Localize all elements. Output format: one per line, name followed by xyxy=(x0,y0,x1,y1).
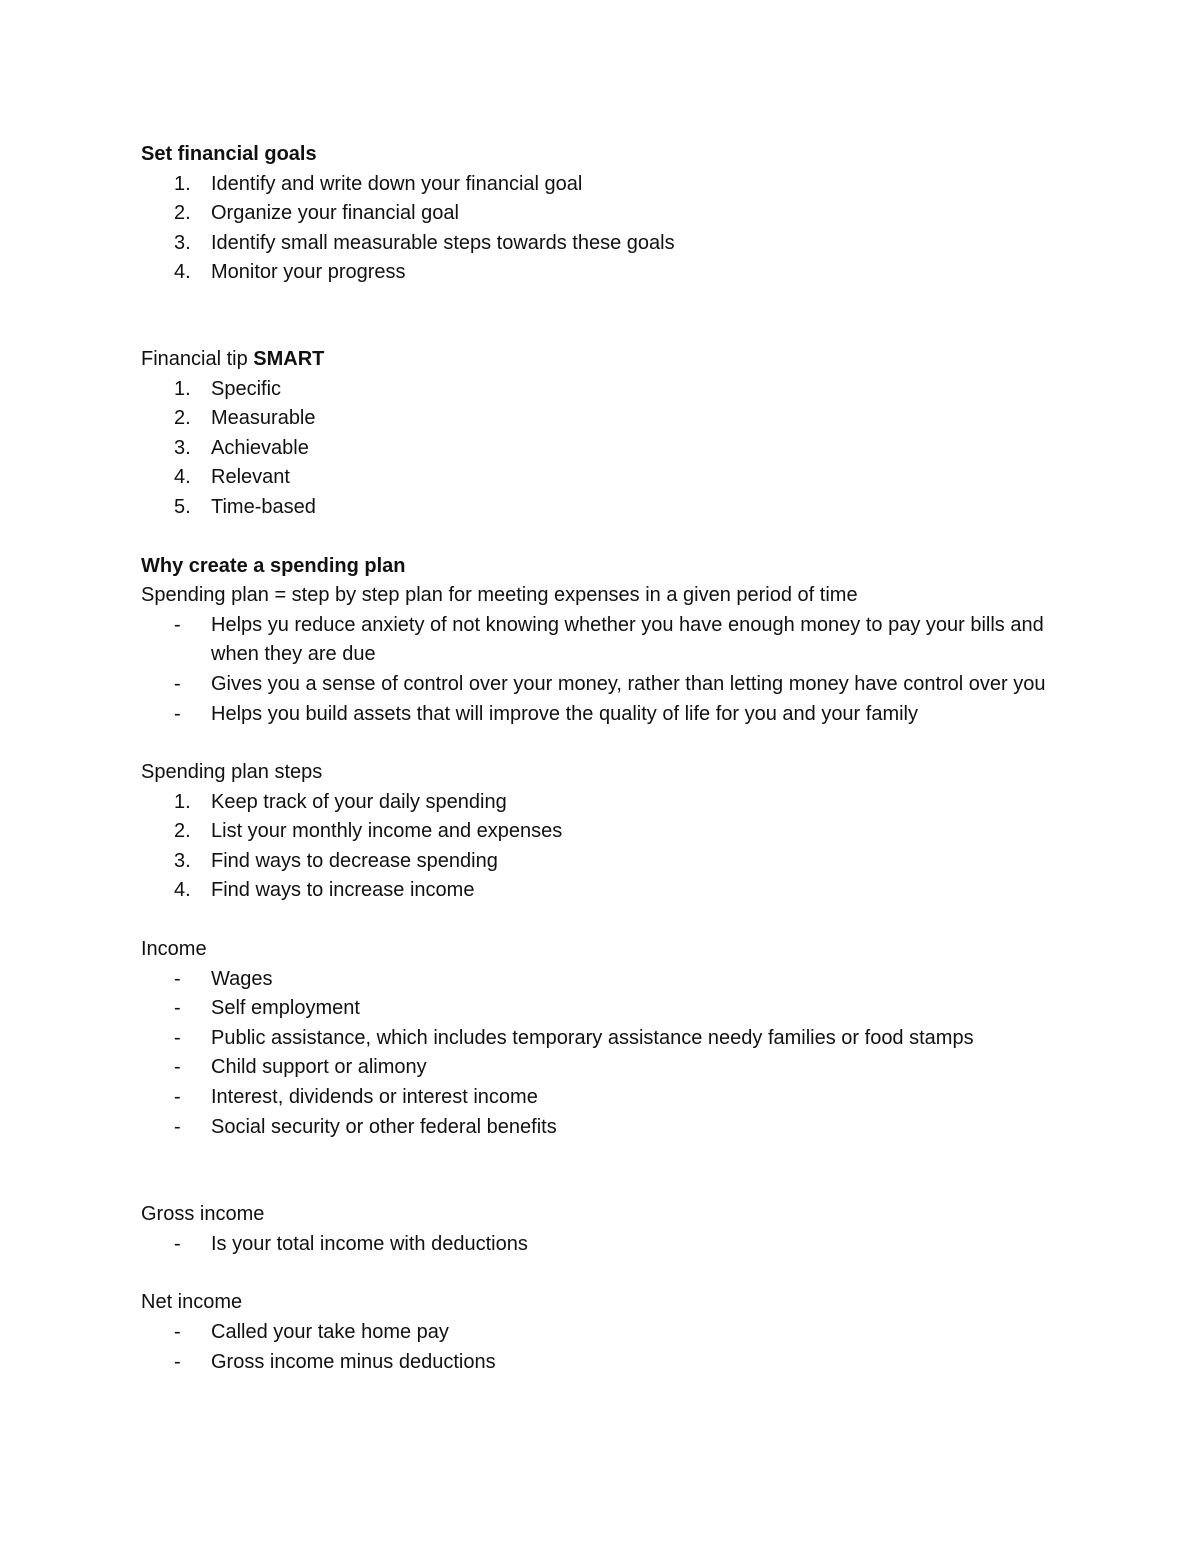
dash-bullet: - xyxy=(174,1232,181,1255)
list-item: - Public assistance, which includes temporary assistance needy families or food stamps xyxy=(141,1024,1071,1054)
list-number: 3. xyxy=(174,231,191,254)
list-item: - Gives you a sense of control over your money, rather than letting money have control over you xyxy=(141,670,1071,700)
list-number: 2. xyxy=(174,202,191,225)
list-item: - Child support or alimony xyxy=(141,1053,1071,1083)
why-list xyxy=(141,611,1071,729)
net-income-heading: Net income xyxy=(141,1291,243,1314)
list-item: - Interest, dividends or interest income xyxy=(141,1083,1071,1113)
dash-bullet: - xyxy=(174,1115,181,1138)
goals-list xyxy=(141,170,1071,288)
list-item: 5. Time-based xyxy=(141,493,1071,523)
income-heading: Income xyxy=(141,938,207,961)
list-item: - Gross income minus deductions xyxy=(141,1348,1071,1378)
dash-bullet: - xyxy=(174,1026,181,1049)
list-item: 1. Specific xyxy=(141,375,1071,405)
list-number: 1. xyxy=(174,377,191,400)
list-number: 4. xyxy=(174,466,191,489)
list-number: 1. xyxy=(174,790,191,813)
list-item: - Social security or other federal benefits xyxy=(141,1113,1071,1143)
document-page xyxy=(141,140,1071,1377)
list-number: 5. xyxy=(174,495,191,518)
list-item: 3. Identify small measurable steps towards these goals xyxy=(141,229,1071,259)
dash-bullet: - xyxy=(174,1321,181,1343)
dash-bullet: - xyxy=(174,967,181,990)
smart-heading: Financial tip SMART xyxy=(141,347,325,370)
list-item: - Wages xyxy=(141,965,1071,995)
dash-bullet: - xyxy=(174,997,181,1020)
list-item: - Helps yu reduce anxiety of not knowing whether you have enough money to pay your bills and when they are due xyxy=(141,611,1071,670)
dash-bullet: - xyxy=(174,1056,181,1079)
list-number: 4. xyxy=(174,879,191,902)
steps-list xyxy=(141,788,1071,906)
list-number: 3. xyxy=(174,849,191,872)
dash-bullet: - xyxy=(174,613,181,636)
list-item: 1. Identify and write down your financial goal xyxy=(141,170,1071,200)
gross-income-list xyxy=(141,1230,1071,1260)
list-number: 3. xyxy=(174,436,191,459)
list-item: 4. Monitor your progress xyxy=(141,258,1071,288)
list-item: 2. Organize your financial goal xyxy=(141,199,1071,229)
list-number: 2. xyxy=(174,820,191,843)
dash-bullet: - xyxy=(174,1086,181,1109)
list-item: 3. Achievable xyxy=(141,434,1071,464)
dash-bullet: - xyxy=(174,672,181,695)
dash-bullet: - xyxy=(174,702,181,725)
list-item: 2. Measurable xyxy=(141,404,1071,434)
list-item: 4. Find ways to increase income xyxy=(141,876,1071,906)
why-heading: Why create a spending plan xyxy=(141,554,406,577)
list-number: 4. xyxy=(174,261,191,284)
list-item: 3. Find ways to decrease spending xyxy=(141,847,1071,877)
dash-bullet: - xyxy=(174,1350,181,1373)
list-item: 1. Keep track of your daily spending xyxy=(141,788,1071,818)
list-number: 1. xyxy=(174,172,191,195)
list-item: 4. Relevant xyxy=(141,463,1071,493)
list-item: - Helps you build assets that will improve the quality of life for you and your family xyxy=(141,700,1071,730)
steps-heading: Spending plan steps xyxy=(141,761,323,784)
spending-plan-definition: Spending plan = step by step plan for meeting expenses in a given period of time xyxy=(141,584,858,607)
list-number: 2. xyxy=(174,407,191,430)
list-item: - Called your take home pay xyxy=(141,1318,1071,1348)
list-item: - Is your total income with deductions xyxy=(141,1230,1071,1260)
goals-heading: Set financial goals xyxy=(141,143,317,165)
net-income-list xyxy=(141,1318,1071,1377)
income-list xyxy=(141,965,1071,1143)
smart-list xyxy=(141,375,1071,523)
gross-income-heading: Gross income xyxy=(141,1203,265,1226)
list-item: 2. List your monthly income and expenses xyxy=(141,817,1071,847)
list-item: - Self employment xyxy=(141,994,1071,1024)
